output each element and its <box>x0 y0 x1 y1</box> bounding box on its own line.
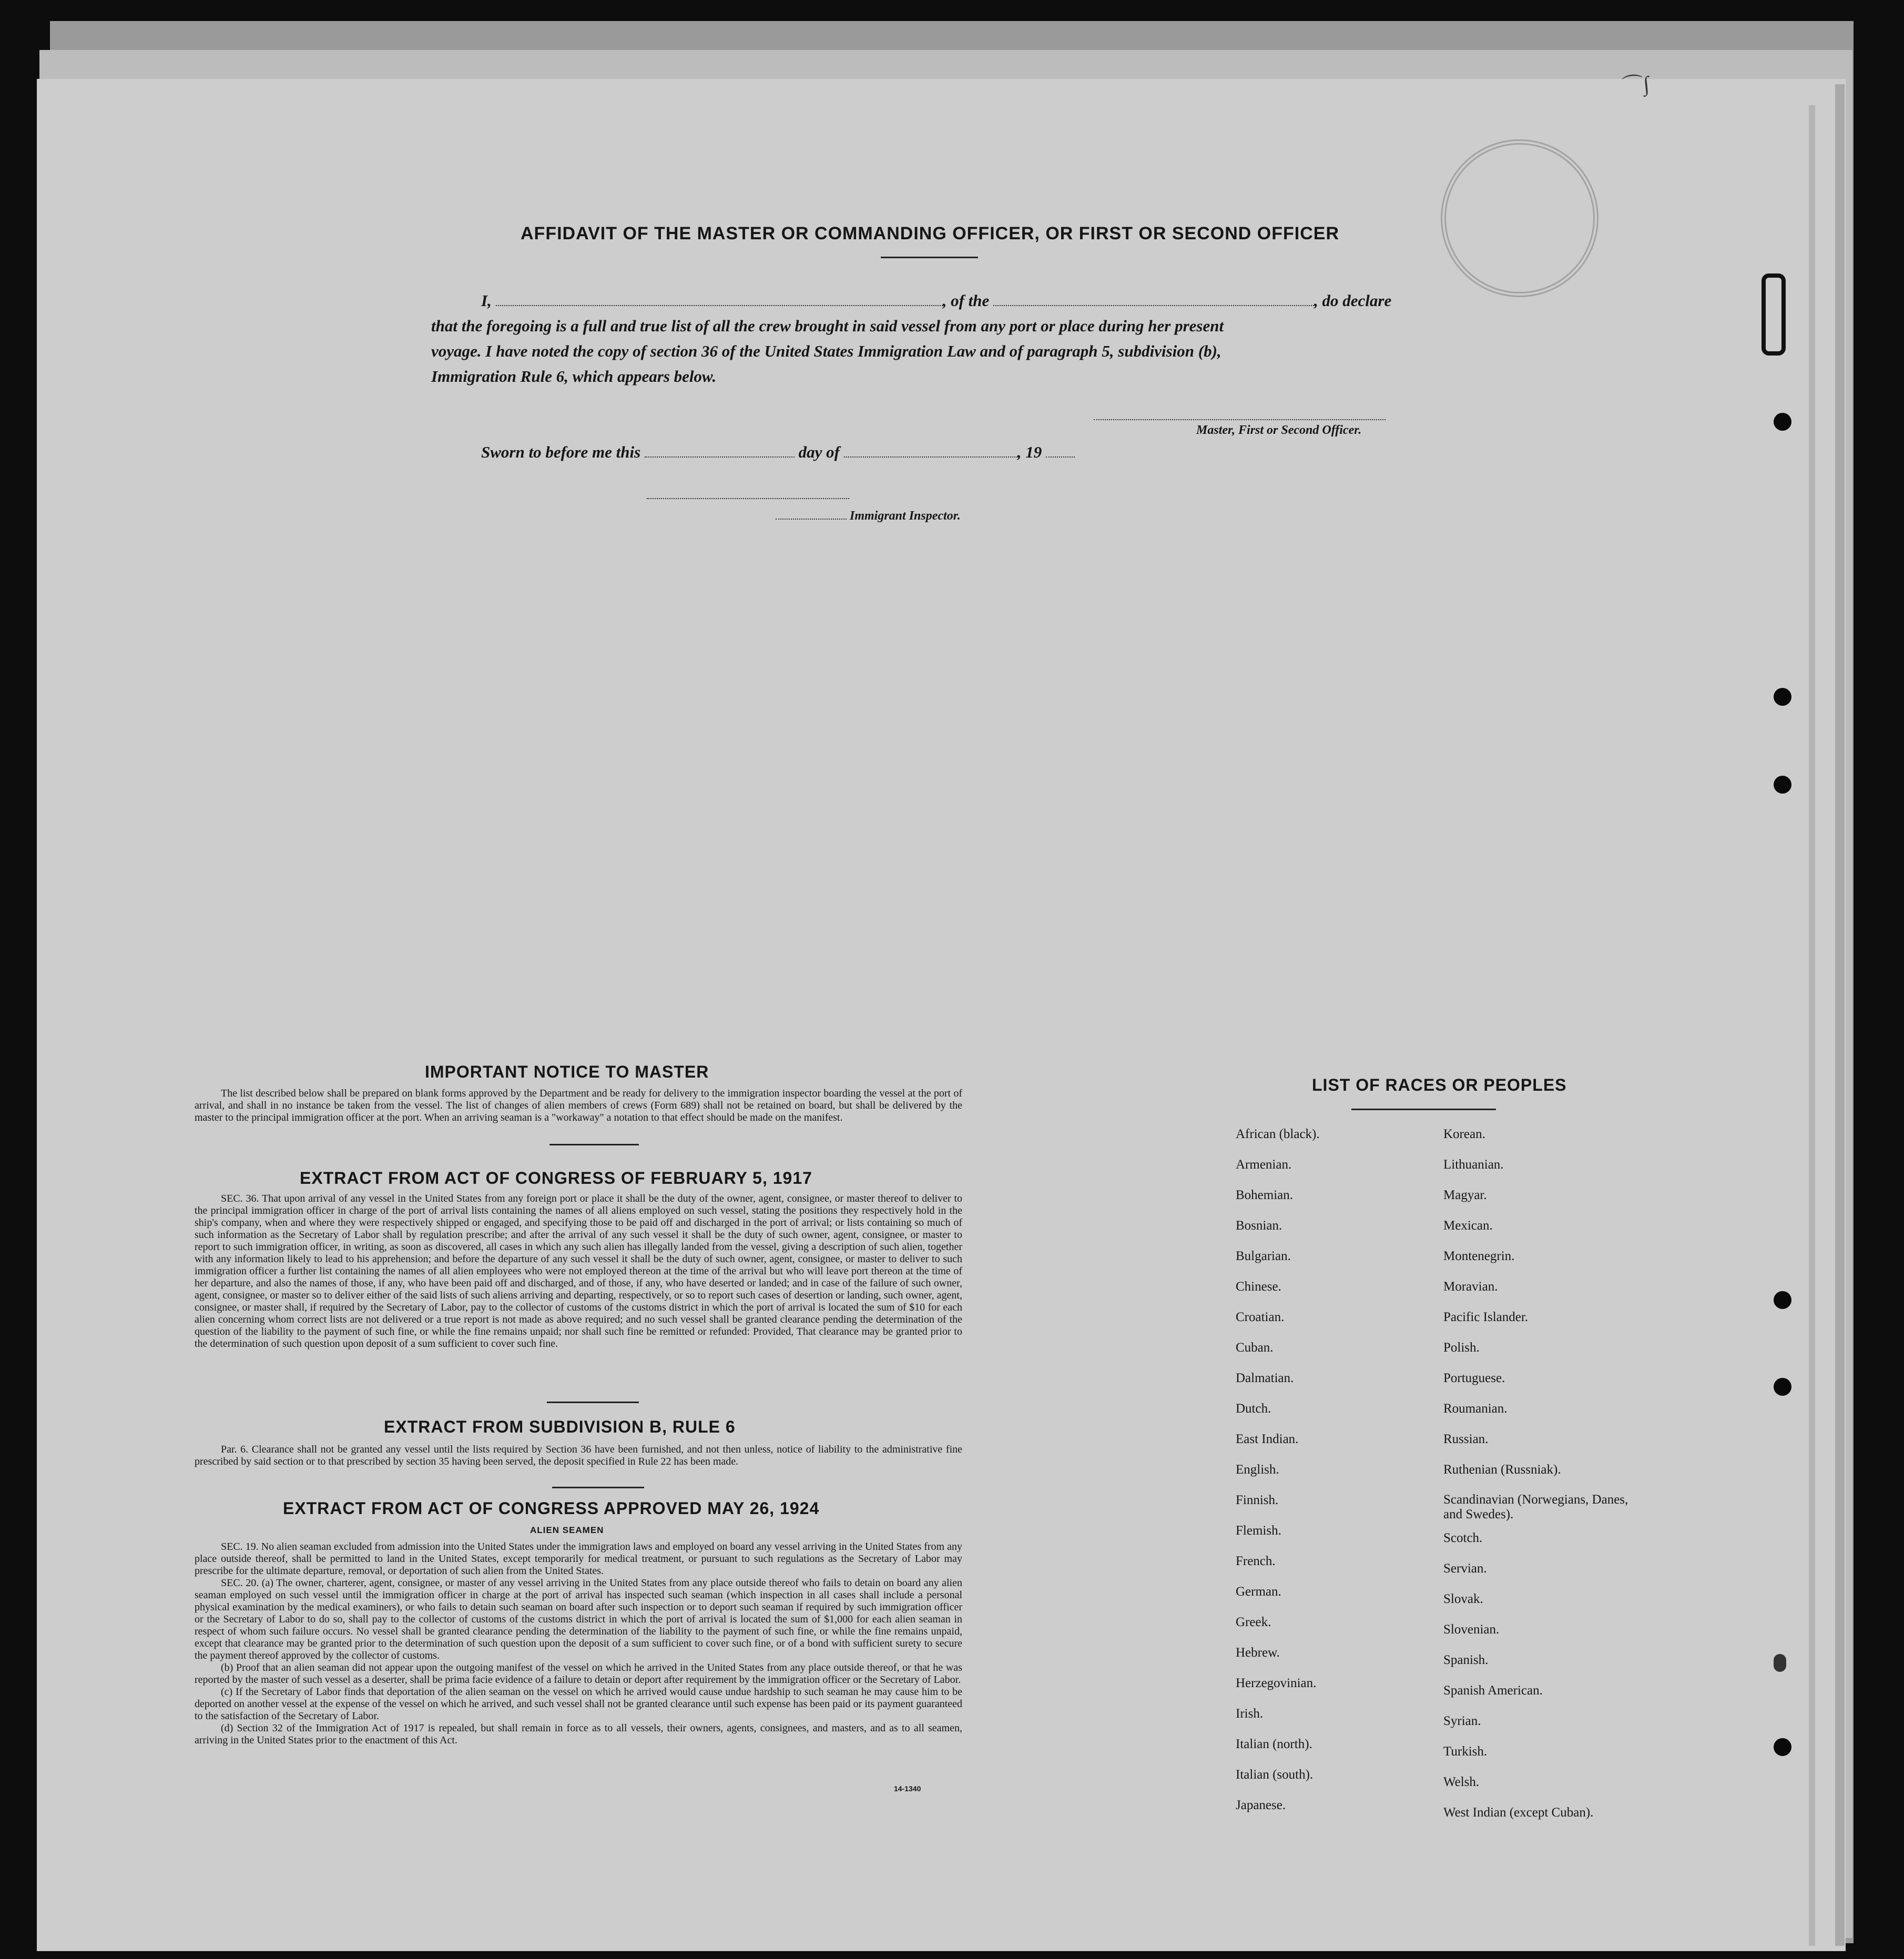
race-item: Mexican. <box>1443 1219 1493 1233</box>
race-item: East Indian. <box>1236 1432 1299 1446</box>
race-item: Bulgarian. <box>1236 1249 1291 1263</box>
race-item: Hebrew. <box>1236 1646 1280 1660</box>
race-item: Slovenian. <box>1443 1622 1500 1637</box>
race-item: Turkish. <box>1443 1744 1488 1759</box>
affidavit-line-2: that the foregoing is a full and true list of all the crew brought in said vessel from any port or place during her present <box>431 317 1224 335</box>
race-item: Greek. <box>1236 1615 1271 1629</box>
race-item: Ruthenian (Russniak). <box>1443 1463 1561 1477</box>
section-20a-text: SEC. 20. (a) The owner, charterer, agent, consignee, or master of any vessel arriving in the United States from any place outside thereof who fails to detain on board any alien seaman employed on such vessel until the immigration officer in charge at the port of arrival has inspected such seaman (which inspection in all cases shall include a personal physical examination by the medical examiners), or who fails to detain such seaman on board after such inspection or to deport such seaman if required by such immigration officer or the Secretary of Labor to do so, shall pay to the collector of customs of the customs district in which the port of arrival is located the sum of $1,000 for each alien seaman in respect of whom such failure occurs. No vessel shall be granted clearance pending the determination of the liability to the payment of such fine, or while the fine remains unpaid, except that clearance may be granted prior to the determination of such question upon the deposit of a sum sufficient to cover such fine, or of a bond with sufficient surety to secure the payment thereof approved by the collector of customs. <box>195 1577 962 1661</box>
race-item: Scandinavian (Norwegians, Danes, and Swedes). <box>1443 1493 1628 1521</box>
race-item: English. <box>1236 1463 1279 1477</box>
affidavit-line-4: Immigration Rule 6, which appears below. <box>431 367 717 385</box>
notice-text: The list described below shall be prepared on blank forms approved by the Department and be ready for delivery to the immigration inspector boarding the vessel at the port of arrival, and shall in no instance be taken from the vessel. The list of changes of alien members of crews (Form 689) shall not be retained on board, but shall be delivered by the master to the principal immigration officer at the port. When an arriving seaman is a "workaway" a notation to that effect should be made on the manifest. <box>195 1088 962 1123</box>
race-item: Finnish. <box>1236 1493 1279 1507</box>
sworn-day-field[interactable] <box>645 445 795 458</box>
sworn-prefix: Sworn to before me this <box>481 443 641 461</box>
section-20c-text: (c) If the Secretary of Labor finds that deportation of the alien seaman on the vessel on which he arrived would cause undue hardship to such seaman he may cause him to be deported on another vessel at the expense of the vessel on which he arrived, and such vessel shall not be granted clearance until such expense has been paid or its payment guaranteed to the satisfaction of the Secretary of Labor. <box>195 1686 962 1722</box>
race-item: Dutch. <box>1236 1402 1271 1416</box>
race-item: Spanish American. <box>1443 1683 1543 1698</box>
vessel-name-field[interactable] <box>993 293 1314 306</box>
section-20d-text: (d) Section 32 of the Immigration Act of 1917 is repealed, but shall remain in force as to all vessels, their owners, agents, consignees, and masters, and as to all seamen, arriving in the United States prior to the enactment of this Act. <box>195 1722 962 1746</box>
race-item: Portuguese. <box>1443 1371 1505 1385</box>
sworn-day-of: day of <box>798 443 840 461</box>
race-item: Italian (south). <box>1236 1768 1314 1782</box>
race-item: African (black). <box>1236 1127 1320 1141</box>
race-item: Bohemian. <box>1236 1188 1294 1202</box>
races-column-1 <box>1236 1119 1320 1821</box>
officer-name-field[interactable] <box>496 293 943 306</box>
race-item: West Indian (except Cuban). <box>1443 1805 1594 1820</box>
punch-hole <box>1774 776 1791 794</box>
race-item: Pacific Islander. <box>1443 1310 1529 1324</box>
inspector-signature-field[interactable] <box>776 503 961 529</box>
race-item: Japanese. <box>1236 1798 1286 1812</box>
inspector-signature-line <box>647 486 849 499</box>
divider <box>881 257 978 258</box>
affidavit-line-3: voyage. I have noted the copy of section 36 of the United States Immigration Law and of paragraph 5, subdivision (b), <box>431 342 1221 360</box>
race-item: Korean. <box>1443 1127 1485 1141</box>
sheet-edge <box>1835 84 1845 1946</box>
binder-clip <box>1762 273 1786 356</box>
race-item: Croatian. <box>1236 1310 1285 1324</box>
race-item: Polish. <box>1443 1341 1480 1355</box>
extract-rule6-title: EXTRACT FROM SUBDIVISION B, RULE 6 <box>384 1417 736 1436</box>
divider <box>552 1487 644 1488</box>
extract-rule6-text: Par. 6. Clearance shall not be granted any vessel until the lists required by Section 36 have been furnished, and not then unless, notice of liability to the administrative fine prescribed by said section or to that prescribed by section 35 having been served, the deposit specified in Rule 22 has been made. <box>195 1444 962 1467</box>
inspector-name-field[interactable] <box>776 511 847 520</box>
signature-label: Master, First or Second Officer. <box>1196 423 1362 437</box>
race-item: Roumanian. <box>1443 1402 1508 1416</box>
extract-1917-text: SEC. 36. That upon arrival of any vessel in the United States from any foreign port or place it shall be the duty of the owner, agent, consignee, or master thereof to deliver to the principal immigration officer in charge of the port of arrival lists containing the names of all aliens employed on such vessel, stating the positions they respectively hold in the ship's company, when and where they were respectively shipped or engaged, and specifying those to be paid off and discharged in the port of arrival; or lists containing so much of such information as the Secretary of Labor shall by regulation prescribe; and after the arrival of any such vessel it shall be the duty of such owner, agent, consignee, or master to report to such immigration officer, in writing, as soon as discovered, all cases in which any such alien has illegally landed from the vessel, giving a description of such alien, together with any information likely to lead to his apprehension; and before the departure of any such vessel it shall be the duty of such owner, agent, consignee, or master to deliver to such immigration officer a further list containing the names of all alien employees who were not employed thereon at the time of the arrival but who will leave port thereon at the time of her departure, and also the names of those, if any, who have been paid off and discharged, and of those, if any, who have deserted or landed; and in case of the failure of such owner, agent, consignee, or master so to deliver either of the said lists of such aliens arriving and departing, respectively, or so to report such cases of desertion or landing, such owner, agent, consignee, or master shall, if required by the Secretary of Labor, pay to the collector of customs of the customs district in which the port of arrival is located the sum of $10 for each alien concerning whom correct lists are not delivered or a true report is not made as above required; and no such vessel shall be granted clearance pending the determination of the question of the liability to the payment of such fine, or while the fine remains unpaid; nor shall such fine be remitted or refunded: Provided, That clearance may be granted prior to the determination of such question upon deposit of a sum sufficient to cover such fine. <box>195 1193 962 1349</box>
race-item: Chinese. <box>1236 1280 1281 1294</box>
sworn-month-field[interactable] <box>844 445 1017 458</box>
extract-1924-body <box>195 1541 962 1747</box>
race-item: Lithuanian. <box>1443 1158 1504 1172</box>
race-item: Cuban. <box>1236 1341 1274 1355</box>
section-19-text: SEC. 19. No alien seaman excluded from admission into the United States under the immigration laws and employed on board any vessel arriving in the United States from any place outside thereof, shall be permitted to land in the United States, except temporarily for medical treatment, or pursuant to such regulations as the Secretary of Labor may prescribe for the ultimate departure, removal, or deportation of such alien from the United States. <box>195 1541 962 1577</box>
stamp-seal <box>1441 139 1598 297</box>
races-column-2 <box>1443 1119 1638 1828</box>
divider <box>547 1402 639 1403</box>
race-item: Scotch. <box>1443 1531 1483 1545</box>
extract-1917-title: EXTRACT FROM ACT OF CONGRESS OF FEBRUARY 5, 1917 <box>300 1169 812 1187</box>
race-item: French. <box>1236 1554 1276 1568</box>
punch-hole <box>1774 1654 1786 1672</box>
divider <box>549 1144 639 1145</box>
extract-1924-title: EXTRACT FROM ACT OF CONGRESS APPROVED MAY 26, 1924 <box>283 1499 820 1518</box>
affidavit-i: I, <box>481 291 492 310</box>
race-item: Herzegovinian. <box>1236 1676 1317 1690</box>
race-item: Russian. <box>1443 1432 1489 1446</box>
race-item: Irish. <box>1236 1707 1264 1721</box>
race-item: Flemish. <box>1236 1524 1281 1538</box>
race-item: Spanish. <box>1443 1653 1489 1667</box>
punch-hole <box>1774 413 1791 431</box>
races-title: LIST OF RACES OR PEOPLES <box>1312 1075 1567 1094</box>
race-item: Moravian. <box>1443 1280 1498 1294</box>
affidavit-declare: , do declare <box>1314 291 1392 310</box>
race-item: Syrian. <box>1443 1714 1481 1728</box>
affidavit-title: AFFIDAVIT OF THE MASTER OR COMMANDING OFFICER, OR FIRST OR SECOND OFFICER <box>521 224 1339 243</box>
form-number: 14-1340 <box>894 1784 921 1793</box>
divider <box>1351 1109 1496 1110</box>
race-item: Bosnian. <box>1236 1219 1282 1233</box>
affidavit-of-the: , of the <box>942 291 990 310</box>
race-item: German. <box>1236 1585 1281 1599</box>
sworn-line <box>481 440 1075 465</box>
notice-title: IMPORTANT NOTICE TO MASTER <box>425 1062 709 1081</box>
punch-hole <box>1774 1378 1791 1396</box>
affidavit-line-1 <box>481 288 1391 313</box>
race-item: Magyar. <box>1443 1188 1487 1202</box>
race-item: Dalmatian. <box>1236 1371 1294 1385</box>
extract-1924-subtitle: ALIEN SEAMEN <box>530 1525 604 1535</box>
race-item: Welsh. <box>1443 1775 1480 1789</box>
race-item: Montenegrin. <box>1443 1249 1515 1263</box>
sworn-year-prefix: , 19 <box>1017 443 1042 461</box>
race-item: Servian. <box>1443 1561 1487 1576</box>
punch-hole <box>1774 1291 1791 1309</box>
inspector-label: Immigrant Inspector. <box>850 509 961 523</box>
sheet-edge <box>1809 105 1815 1946</box>
race-item: Italian (north). <box>1236 1737 1312 1751</box>
race-item: Armenian. <box>1236 1158 1292 1172</box>
punch-hole <box>1774 688 1791 706</box>
handwritten-mark: ⌒∫ <box>1621 72 1651 98</box>
race-item: Slovak. <box>1443 1592 1483 1606</box>
sworn-year-field[interactable] <box>1046 445 1075 458</box>
punch-hole <box>1774 1738 1791 1756</box>
section-20b-text: (b) Proof that an alien seaman did not appear upon the outgoing manifest of the vessel on which he arrived in the United States from any place outside thereof, or that he was reported by the master of such vessel as a deserter, shall be prima facie evidence of a failure to detain or deport after requirement by the immigration officer or the Secretary of Labor. <box>195 1662 962 1686</box>
